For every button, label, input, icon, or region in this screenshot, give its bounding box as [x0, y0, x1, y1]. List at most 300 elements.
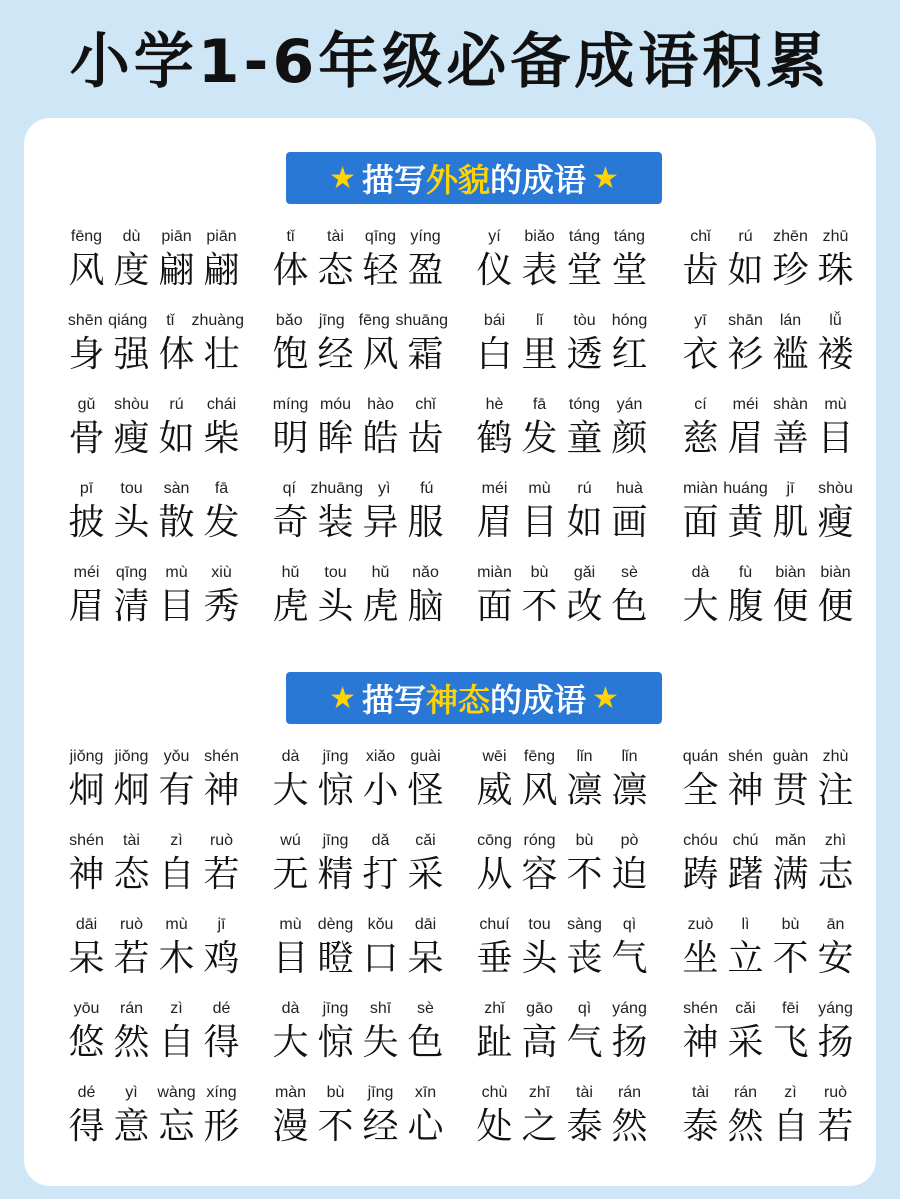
idiom-character: 自 — [158, 854, 195, 895]
pinyin-syllable: xiù — [211, 564, 232, 581]
pinyin-syllable: dé — [212, 1000, 231, 1017]
idiom-characters — [268, 414, 448, 464]
idiom-item — [64, 1000, 244, 1070]
pinyin-syllable: táng — [613, 228, 646, 245]
pinyin-syllable: zì — [784, 1084, 797, 1101]
pinyin-syllable: wēi — [482, 748, 507, 765]
idiom-character: 忘 — [158, 1106, 195, 1147]
pinyin-syllable: jiǒng — [114, 748, 149, 765]
idiom-item — [678, 228, 858, 298]
pinyin-syllable: chú — [732, 832, 759, 849]
idiom-character: 形 — [203, 1106, 240, 1147]
idiom-character: 神 — [68, 854, 105, 895]
idiom-character: 全 — [682, 770, 719, 811]
idiom-item — [64, 748, 244, 818]
idiom-item — [678, 916, 858, 986]
pinyin-syllable: yáng — [612, 1000, 647, 1017]
pinyin-syllable: hǔ — [281, 564, 300, 581]
pinyin-syllable: lán — [779, 312, 802, 329]
pinyin-syllable: lì — [741, 916, 750, 933]
idiom-character: 目 — [158, 586, 195, 627]
idiom-character: 漫 — [272, 1106, 309, 1147]
idiom-pinyin — [472, 564, 652, 584]
idiom-characters — [678, 850, 858, 900]
idiom-character: 鸡 — [203, 938, 240, 979]
idiom-character: 便 — [772, 586, 809, 627]
pinyin-syllable: shòu — [114, 396, 149, 413]
pinyin-syllable: yī — [694, 312, 707, 329]
idiom-character: 惊 — [317, 1022, 354, 1063]
pinyin-syllable: bù — [781, 916, 800, 933]
pinyin-syllable: tài — [692, 1084, 709, 1101]
pinyin-syllable: bù — [530, 564, 549, 581]
pinyin-syllable: zhēn — [773, 228, 808, 245]
pinyin-syllable: bù — [575, 832, 594, 849]
idiom-pinyin — [678, 832, 858, 852]
idiom-characters — [64, 766, 244, 816]
pinyin-syllable: rán — [119, 1000, 144, 1017]
idiom-character: 贯 — [772, 770, 809, 811]
idiom-character: 头 — [113, 502, 150, 543]
idiom-pinyin — [678, 1000, 858, 1020]
pinyin-syllable: yì — [125, 1084, 138, 1101]
idiom-character: 若 — [113, 938, 150, 979]
idiom-character: 眉 — [68, 586, 105, 627]
idiom-character: 高 — [521, 1022, 558, 1063]
idiom-characters — [64, 934, 244, 984]
idiom-item — [268, 564, 448, 634]
pinyin-syllable: dà — [691, 564, 710, 581]
idiom-character: 度 — [113, 250, 150, 291]
pinyin-syllable: shén — [683, 1000, 718, 1017]
idiom-character: 衣 — [682, 334, 719, 375]
idiom-character: 踌 — [682, 854, 719, 895]
idiom-character: 凛 — [566, 770, 603, 811]
idiom-pinyin — [678, 396, 858, 416]
idiom-character: 然 — [611, 1106, 648, 1147]
pinyin-syllable: dèng — [317, 916, 354, 933]
idiom-character: 慈 — [682, 418, 719, 459]
pinyin-syllable: jī — [786, 480, 795, 497]
pinyin-syllable: qīng — [115, 564, 148, 581]
idiom-characters — [678, 414, 858, 464]
idiom-character: 里 — [521, 334, 558, 375]
star-icon: ★ — [329, 680, 356, 716]
idiom-character: 表 — [521, 250, 558, 291]
pinyin-syllable: chuí — [479, 916, 510, 933]
pinyin-syllable: huà — [616, 480, 643, 497]
idiom-item — [64, 832, 244, 902]
idiom-pinyin — [472, 1000, 652, 1020]
pinyin-syllable: dǎ — [371, 832, 390, 849]
idiom-characters — [268, 246, 448, 296]
idiom-character: 画 — [611, 502, 648, 543]
idiom-pinyin — [678, 564, 858, 584]
idiom-character: 不 — [566, 854, 603, 895]
idiom-character: 若 — [203, 854, 240, 895]
pinyin-syllable: tài — [327, 228, 344, 245]
idiom-characters — [64, 850, 244, 900]
pinyin-syllable: zhì — [824, 832, 847, 849]
pinyin-syllable: miàn — [477, 564, 512, 581]
pinyin-syllable: wàng — [157, 1084, 196, 1101]
idiom-character: 躇 — [727, 854, 764, 895]
idiom-characters — [268, 1102, 448, 1152]
pinyin-syllable: zhuāng — [310, 480, 363, 497]
pinyin-syllable: piān — [161, 228, 192, 245]
idiom-character: 神 — [203, 770, 240, 811]
pinyin-syllable: guàn — [772, 748, 809, 765]
pinyin-syllable: cōng — [477, 832, 512, 849]
idiom-character: 目 — [817, 418, 854, 459]
pinyin-syllable: sàng — [567, 916, 602, 933]
idiom-character: 立 — [727, 938, 764, 979]
idiom-character: 炯 — [113, 770, 150, 811]
pinyin-syllable: tou — [324, 564, 347, 581]
pinyin-syllable: zhù — [822, 748, 849, 765]
idiom-characters — [472, 850, 652, 900]
idiom-character: 容 — [521, 854, 558, 895]
idiom-character: 威 — [476, 770, 513, 811]
idiom-item — [472, 1084, 652, 1154]
idiom-character: 眸 — [317, 418, 354, 459]
idiom-character: 小 — [362, 770, 399, 811]
star-icon: ★ — [329, 160, 356, 196]
idiom-character: 采 — [727, 1022, 764, 1063]
idiom-characters — [678, 246, 858, 296]
pinyin-syllable: piān — [206, 228, 237, 245]
idiom-character: 大 — [682, 586, 719, 627]
idiom-character: 打 — [362, 854, 399, 895]
idiom-item — [64, 916, 244, 986]
pinyin-syllable: tóng — [568, 396, 601, 413]
idiom-character: 如 — [727, 250, 764, 291]
idiom-pinyin — [678, 228, 858, 248]
idiom-pinyin — [64, 832, 244, 852]
pinyin-syllable: fēng — [70, 228, 103, 245]
idiom-item — [472, 1000, 652, 1070]
idiom-character: 眉 — [727, 418, 764, 459]
idiom-character: 翩 — [158, 250, 195, 291]
idiom-character: 目 — [272, 938, 309, 979]
idiom-character: 态 — [317, 250, 354, 291]
idiom-character: 如 — [158, 418, 195, 459]
idiom-character: 意 — [113, 1106, 150, 1147]
pinyin-syllable: shàn — [773, 396, 808, 413]
pinyin-syllable: gǎi — [573, 564, 596, 581]
idiom-characters — [472, 498, 652, 548]
idiom-character: 泰 — [566, 1106, 603, 1147]
pinyin-syllable: tài — [123, 832, 140, 849]
section-prefix: 描写 — [361, 681, 426, 719]
idiom-pinyin — [64, 228, 244, 248]
pinyin-syllable: táng — [568, 228, 601, 245]
idiom-character: 改 — [566, 586, 603, 627]
pinyin-syllable: chóu — [683, 832, 718, 849]
pinyin-syllable: zì — [170, 832, 183, 849]
idiom-characters — [64, 246, 244, 296]
pinyin-syllable: hóng — [611, 312, 648, 329]
pinyin-syllable: qí — [282, 480, 296, 497]
idiom-item — [64, 312, 244, 382]
idiom-character: 散 — [158, 502, 195, 543]
section-suffix: 的成语 — [490, 161, 587, 199]
idiom-pinyin — [472, 228, 652, 248]
idiom-character: 发 — [203, 502, 240, 543]
idiom-characters — [678, 498, 858, 548]
pinyin-syllable: méi — [481, 480, 508, 497]
idiom-character: 脑 — [407, 586, 444, 627]
idiom-item — [64, 564, 244, 634]
page-title: 小学1-6年级必备成语积累 — [69, 27, 831, 97]
idiom-characters — [268, 330, 448, 380]
idiom-character: 得 — [68, 1106, 105, 1147]
idiom-character: 虎 — [272, 586, 309, 627]
idiom-character: 风 — [68, 250, 105, 291]
idiom-character: 颜 — [611, 418, 648, 459]
idiom-character: 堂 — [566, 250, 603, 291]
star-icon: ★ — [592, 680, 619, 716]
idiom-character: 身 — [68, 334, 105, 375]
idiom-item — [472, 564, 652, 634]
idiom-character: 瘦 — [113, 418, 150, 459]
idiom-pinyin — [64, 312, 244, 332]
pinyin-syllable: biàn — [775, 564, 806, 581]
pinyin-syllable: fú — [420, 480, 434, 497]
idiom-character: 童 — [566, 418, 603, 459]
idiom-item — [64, 480, 244, 550]
idiom-character: 强 — [113, 334, 150, 375]
idiom-character: 异 — [362, 502, 399, 543]
idiom-character: 鹤 — [476, 418, 513, 459]
pinyin-syllable: sàn — [163, 480, 190, 497]
idiom-character: 褛 — [817, 334, 854, 375]
idiom-characters — [268, 498, 448, 548]
pinyin-syllable: huáng — [723, 480, 768, 497]
pinyin-syllable: yí — [488, 228, 501, 245]
idiom-character: 神 — [682, 1022, 719, 1063]
pinyin-syllable: cǎi — [415, 832, 436, 849]
idiom-character: 霜 — [407, 334, 444, 375]
idiom-character: 秀 — [203, 586, 240, 627]
pinyin-syllable: ruò — [209, 832, 234, 849]
pinyin-syllable: wú — [280, 832, 301, 849]
idiom-item — [472, 228, 652, 298]
idiom-item — [678, 564, 858, 634]
idiom-character: 得 — [203, 1022, 240, 1063]
idiom-character: 仪 — [476, 250, 513, 291]
star-icon: ★ — [592, 160, 619, 196]
pinyin-syllable: chù — [481, 1084, 508, 1101]
idiom-character: 面 — [476, 586, 513, 627]
pinyin-syllable: fù — [738, 564, 753, 581]
idiom-character: 自 — [772, 1106, 809, 1147]
pinyin-syllable: xīn — [414, 1084, 437, 1101]
pinyin-syllable: fēi — [782, 1000, 799, 1017]
idiom-item — [268, 396, 448, 466]
idiom-character: 风 — [362, 334, 399, 375]
pinyin-syllable: mǎn — [774, 832, 807, 849]
idiom-characters — [268, 582, 448, 632]
pinyin-syllable: sè — [621, 564, 638, 581]
pinyin-syllable: shén — [204, 748, 239, 765]
idiom-item — [268, 748, 448, 818]
idiom-character: 皓 — [362, 418, 399, 459]
content-card — [24, 118, 876, 1186]
idiom-character: 骨 — [68, 418, 105, 459]
idiom-pinyin — [678, 312, 858, 332]
pinyin-syllable: biàn — [820, 564, 851, 581]
idiom-character: 肌 — [772, 502, 809, 543]
idiom-character: 凛 — [611, 770, 648, 811]
pinyin-syllable: míng — [272, 396, 309, 413]
pinyin-syllable: yōu — [73, 1000, 100, 1017]
pinyin-syllable: qì — [622, 916, 637, 933]
pinyin-syllable: fā — [532, 396, 547, 413]
idiom-characters — [472, 414, 652, 464]
pinyin-syllable: gǔ — [77, 396, 96, 413]
idiom-item — [472, 748, 652, 818]
idiom-character: 注 — [817, 770, 854, 811]
idiom-character: 有 — [158, 770, 195, 811]
pinyin-syllable: màn — [274, 1084, 307, 1101]
idiom-pinyin — [268, 1000, 448, 1020]
idiom-character: 气 — [611, 938, 648, 979]
pinyin-syllable: jīng — [322, 1000, 349, 1017]
idiom-item — [268, 1000, 448, 1070]
pinyin-syllable: dāi — [75, 916, 98, 933]
section-highlight: 外貌 — [425, 161, 490, 199]
pinyin-syllable: fēng — [523, 748, 556, 765]
idiom-characters — [472, 246, 652, 296]
idiom-character: 处 — [476, 1106, 513, 1147]
pinyin-syllable: dà — [281, 1000, 300, 1017]
idiom-item — [64, 396, 244, 466]
pinyin-syllable: shén — [69, 832, 104, 849]
idiom-characters — [472, 766, 652, 816]
idiom-character: 大 — [272, 1022, 309, 1063]
idiom-pinyin — [268, 312, 448, 332]
pinyin-syllable: shén — [728, 748, 763, 765]
pinyin-syllable: zhī — [528, 1084, 551, 1101]
idiom-characters — [64, 414, 244, 464]
idiom-pinyin — [268, 748, 448, 768]
pinyin-syllable: jīng — [322, 832, 349, 849]
idiom-character: 披 — [68, 502, 105, 543]
idiom-character: 精 — [317, 854, 354, 895]
idiom-character: 扬 — [817, 1022, 854, 1063]
idiom-character: 采 — [407, 854, 444, 895]
idiom-character: 自 — [158, 1022, 195, 1063]
idiom-character: 不 — [317, 1106, 354, 1147]
idiom-character: 眉 — [476, 502, 513, 543]
pinyin-syllable: dà — [281, 748, 300, 765]
idiom-character: 壮 — [203, 334, 240, 375]
idiom-pinyin — [64, 480, 244, 500]
idiom-character: 炯 — [68, 770, 105, 811]
idiom-character: 大 — [272, 770, 309, 811]
idiom-character: 奇 — [272, 502, 309, 543]
pinyin-syllable: nǎo — [412, 564, 439, 581]
pinyin-syllable: lǐn — [621, 748, 638, 765]
pinyin-syllable: lǐn — [576, 748, 593, 765]
idiom-character: 飞 — [772, 1022, 809, 1063]
idiom-pinyin — [268, 228, 448, 248]
pinyin-syllable: zì — [170, 1000, 183, 1017]
idiom-character: 翩 — [203, 250, 240, 291]
pinyin-syllable: ruò — [823, 1084, 848, 1101]
idiom-item — [678, 396, 858, 466]
idiom-character: 衫 — [727, 334, 764, 375]
pinyin-syllable: sè — [417, 1000, 434, 1017]
idiom-character: 泰 — [682, 1106, 719, 1147]
idiom-item — [268, 480, 448, 550]
idiom-character: 坐 — [682, 938, 719, 979]
pinyin-syllable: jīng — [367, 1084, 394, 1101]
idiom-pinyin — [64, 916, 244, 936]
pinyin-syllable: fēng — [358, 312, 390, 329]
pinyin-syllable: cí — [694, 396, 707, 413]
pinyin-syllable: pò — [620, 832, 639, 849]
pinyin-syllable: lǐ — [535, 312, 544, 329]
pinyin-syllable: jīng — [318, 312, 345, 329]
pinyin-syllable: rú — [577, 480, 592, 497]
idiom-character: 装 — [317, 502, 354, 543]
idiom-character: 心 — [407, 1106, 444, 1147]
idiom-character: 柴 — [203, 418, 240, 459]
idiom-characters — [268, 850, 448, 900]
section-suffix: 的成语 — [490, 681, 587, 719]
idiom-item — [64, 228, 244, 298]
pinyin-syllable: gāo — [526, 1000, 553, 1017]
pinyin-syllable: tòu — [573, 312, 596, 329]
pinyin-syllable: yáng — [818, 1000, 853, 1017]
idiom-character: 目 — [521, 502, 558, 543]
pinyin-syllable: méi — [732, 396, 759, 413]
pinyin-syllable: zhuàng — [191, 312, 244, 329]
idiom-character: 如 — [566, 502, 603, 543]
idiom-characters — [678, 330, 858, 380]
pinyin-syllable: yíng — [410, 228, 441, 245]
idiom-item — [472, 480, 652, 550]
pinyin-syllable: zuò — [687, 916, 714, 933]
idiom-character: 若 — [817, 1106, 854, 1147]
idiom-character: 无 — [272, 854, 309, 895]
idiom-character: 失 — [362, 1022, 399, 1063]
idiom-character: 黄 — [727, 502, 764, 543]
idiom-pinyin — [678, 480, 858, 500]
pinyin-syllable: bù — [326, 1084, 345, 1101]
idiom-character: 呆 — [407, 938, 444, 979]
pinyin-syllable: cǎi — [735, 1000, 756, 1017]
idiom-character: 头 — [521, 938, 558, 979]
pinyin-syllable: rán — [733, 1084, 758, 1101]
pinyin-syllable: tǐ — [286, 228, 295, 245]
pinyin-syllable: hè — [485, 396, 504, 413]
pinyin-syllable: dù — [122, 228, 141, 245]
idiom-character: 经 — [317, 334, 354, 375]
idiom-character: 神 — [727, 770, 764, 811]
pinyin-syllable: chǐ — [415, 396, 436, 413]
idiom-item — [678, 312, 858, 382]
idiom-character: 色 — [611, 586, 648, 627]
idiom-item — [472, 832, 652, 902]
idiom-character: 扬 — [611, 1022, 648, 1063]
idiom-pinyin — [678, 1084, 858, 1104]
pinyin-syllable: shān — [728, 312, 763, 329]
pinyin-syllable: tài — [576, 1084, 593, 1101]
pinyin-syllable: mù — [824, 396, 847, 413]
